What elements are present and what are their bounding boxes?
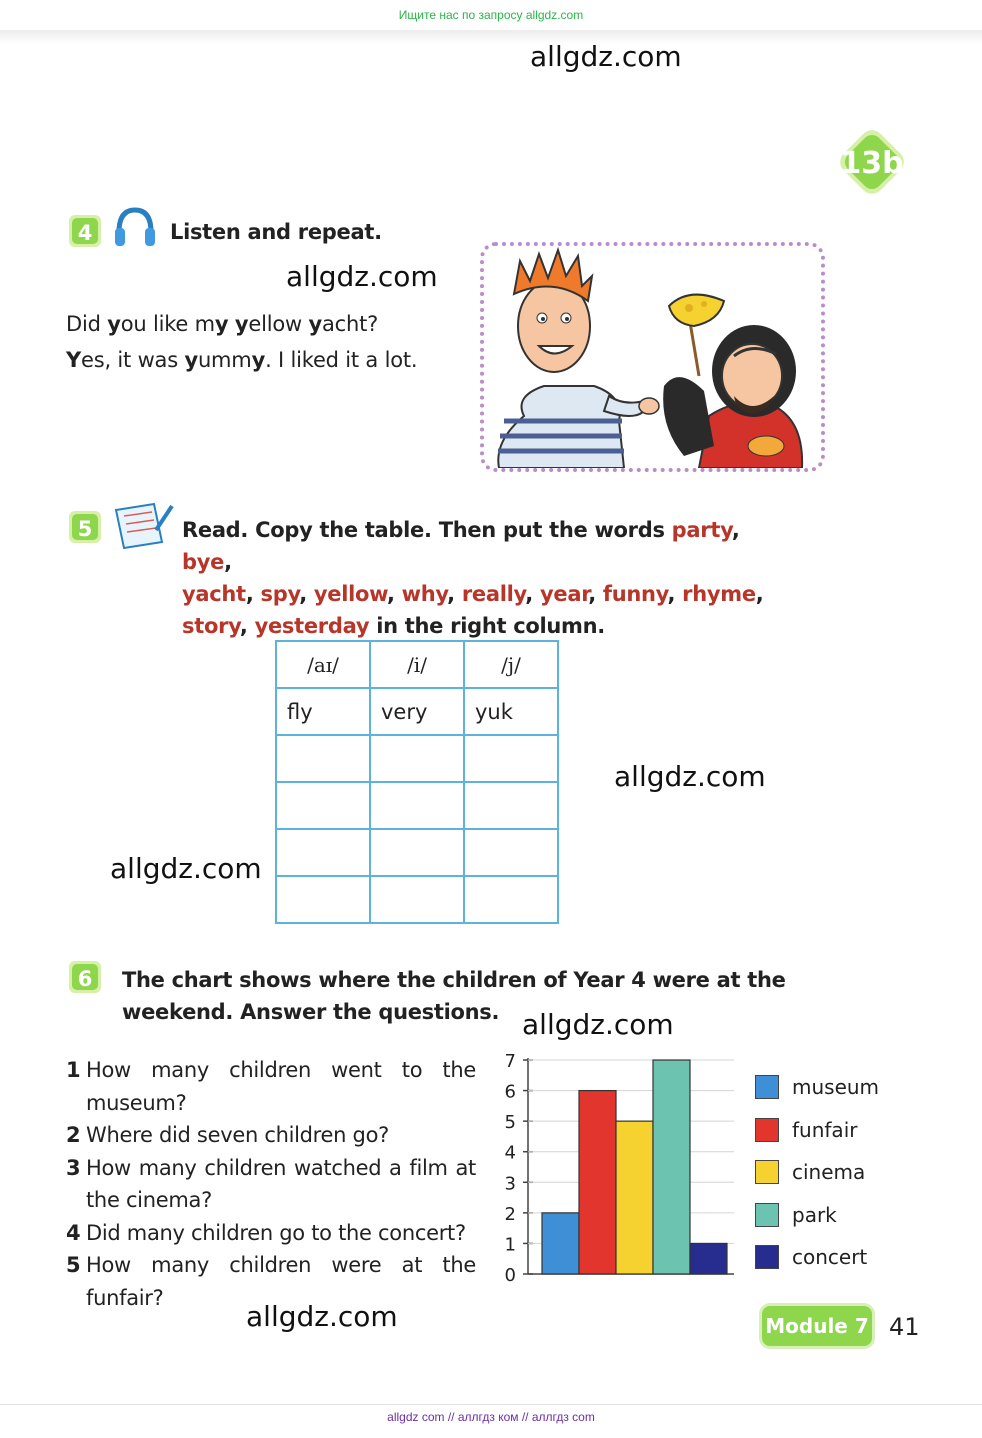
legend-swatch — [755, 1075, 779, 1099]
question-line — [66, 1184, 476, 1217]
question-text: Where did seven children go? — [86, 1123, 389, 1147]
exercise-number-5 — [68, 510, 102, 544]
target-word: spy — [260, 582, 300, 606]
table-cell: very — [370, 688, 464, 735]
target-word: funny — [602, 582, 668, 606]
headphones-icon — [112, 204, 158, 252]
bar-funfair — [579, 1091, 616, 1274]
watermark: allgdz.com — [522, 1008, 674, 1041]
table-row — [276, 782, 558, 829]
legend-label: cinema — [792, 1160, 866, 1185]
question-number: 5 — [66, 1253, 81, 1277]
table-row — [276, 829, 558, 876]
legend-label: museum — [792, 1075, 880, 1100]
writing-pad-icon — [112, 500, 176, 552]
y-tick-label: 5 — [504, 1112, 516, 1134]
legend-item-cinema — [755, 1151, 879, 1194]
target-word: party — [671, 518, 732, 542]
watermark: allgdz.com — [614, 760, 766, 793]
table-header-cell: /aɪ/ — [276, 641, 370, 688]
y-sound-letter: y — [251, 348, 266, 372]
ex5-instruction: Read. Copy the table. Then put the words party, bye, yacht, spy, yellow, why, really, year, funny, rhyme, story, yesterday in the right column. — [182, 518, 764, 638]
rhyme-line-1: Did you like my yellow yacht? — [66, 312, 379, 336]
target-word: year — [540, 582, 589, 606]
question-number: 3 — [66, 1155, 81, 1180]
legend-label: funfair — [792, 1117, 858, 1142]
y-tick-label: 6 — [504, 1081, 516, 1103]
target-word: yellow — [313, 582, 387, 606]
table-cell — [370, 735, 464, 782]
watermark: allgdz.com — [110, 852, 262, 885]
table-cell — [464, 829, 558, 876]
table-cell — [276, 735, 370, 782]
exercise-number-4 — [68, 214, 102, 248]
question-text: How many children went to the — [86, 1058, 476, 1082]
target-word: really — [461, 582, 526, 606]
question-number: 1 — [66, 1058, 81, 1082]
target-word: yacht — [182, 582, 246, 606]
table-cell — [370, 782, 464, 829]
table-cell — [464, 876, 558, 923]
y-sound-letter: y — [107, 312, 121, 336]
ex6-instruction-line-2: weekend. Answer the questions. — [122, 1000, 500, 1024]
bar-chart — [498, 1046, 748, 1282]
question-line — [66, 1152, 476, 1185]
table-cell — [276, 829, 370, 876]
bottom-banner[interactable]: allgdz com // аллгдз ком // аллгдз com — [387, 1410, 595, 1424]
rhyme-line-2: Yes, it was yummy. I liked it a lot. — [66, 348, 418, 372]
bottom-divider — [0, 1404, 982, 1405]
y-sound-letter: y — [234, 312, 249, 336]
legend-swatch — [755, 1245, 779, 1269]
target-word: why — [401, 582, 448, 606]
top-shadow — [0, 30, 982, 44]
illustration-frame — [480, 242, 825, 472]
legend-swatch — [755, 1160, 779, 1184]
bar-park — [653, 1060, 690, 1274]
y-tick-label: 2 — [504, 1203, 516, 1225]
legend-swatch — [755, 1203, 779, 1227]
table-row — [276, 735, 558, 782]
table-cell: yuk — [464, 688, 558, 735]
watermark: allgdz.com — [530, 40, 682, 73]
question-line — [66, 1054, 476, 1087]
chart-legend — [755, 1066, 879, 1279]
y-tick-label: 3 — [504, 1173, 516, 1195]
y-tick-label: 0 — [504, 1265, 516, 1282]
bar-museum — [542, 1213, 579, 1274]
question-number — [66, 1087, 86, 1120]
table-cell — [464, 782, 558, 829]
target-word: rhyme — [682, 582, 756, 606]
question-list — [66, 1054, 476, 1314]
page-number: 41 — [889, 1313, 920, 1341]
question-text: How many children were at the funfair? — [86, 1253, 476, 1310]
question-line — [66, 1249, 476, 1314]
exercise-number-6 — [68, 960, 102, 994]
y-sound-letter: y — [214, 312, 229, 336]
top-banner[interactable]: Ищите нас по запросу allgdz.com — [398, 8, 584, 22]
question-text: museum? — [86, 1090, 187, 1115]
table-cell: fly — [276, 688, 370, 735]
table-cell — [370, 876, 464, 923]
ex4-instruction: Listen and repeat. — [170, 220, 382, 244]
legend-label: concert — [792, 1245, 868, 1270]
question-text: How many children watched a film at — [86, 1155, 476, 1180]
table-header-row — [276, 641, 558, 688]
legend-item-concert — [755, 1236, 879, 1279]
watermark: allgdz.com — [246, 1300, 398, 1333]
y-tick-label: 4 — [504, 1142, 516, 1164]
legend-swatch — [755, 1118, 779, 1142]
legend-item-funfair — [755, 1109, 879, 1152]
y-sound-letter: y — [308, 312, 322, 336]
table-row — [276, 876, 558, 923]
question-line — [66, 1087, 476, 1120]
table-cell — [370, 829, 464, 876]
watermark: allgdz.com — [286, 260, 438, 293]
legend-label: park — [792, 1202, 837, 1227]
table-cell — [276, 876, 370, 923]
table-cell — [276, 782, 370, 829]
question-number: 2 — [66, 1123, 81, 1147]
question-text: Did many children go to the concert? — [86, 1220, 466, 1245]
phonetics-table — [275, 640, 559, 924]
table-row — [276, 688, 558, 735]
boy-and-pirate-illustration — [484, 246, 821, 468]
svg-text:4: 4 — [77, 221, 93, 245]
question-number: 4 — [66, 1220, 81, 1245]
question-number — [66, 1184, 86, 1217]
question-line — [66, 1217, 476, 1250]
target-word: story — [182, 614, 240, 638]
svg-text:5: 5 — [77, 517, 93, 541]
target-word: yesterday — [254, 614, 370, 638]
y-sound-letter: y — [184, 348, 198, 372]
table-header-cell: /j/ — [464, 641, 558, 688]
bar-concert — [690, 1243, 727, 1274]
table-header-cell: /i/ — [370, 641, 464, 688]
legend-item-park — [755, 1194, 879, 1237]
svg-text:6: 6 — [77, 967, 93, 991]
legend-item-museum — [755, 1066, 879, 1109]
question-line — [66, 1119, 476, 1152]
table-cell — [464, 735, 558, 782]
y-sound-letter: Y — [66, 348, 82, 372]
bar-cinema — [616, 1121, 653, 1274]
question-text: the cinema? — [86, 1188, 212, 1212]
ex6-instruction-line-1: The chart shows where the children of Year 4 were at the — [122, 968, 786, 992]
module-badge: Module 7 — [762, 1306, 872, 1346]
unit-label: 13b — [840, 146, 904, 181]
unit-badge — [832, 122, 912, 202]
y-tick-label: 1 — [504, 1234, 516, 1256]
y-tick-label: 7 — [504, 1051, 516, 1072]
target-word: bye — [182, 550, 225, 574]
